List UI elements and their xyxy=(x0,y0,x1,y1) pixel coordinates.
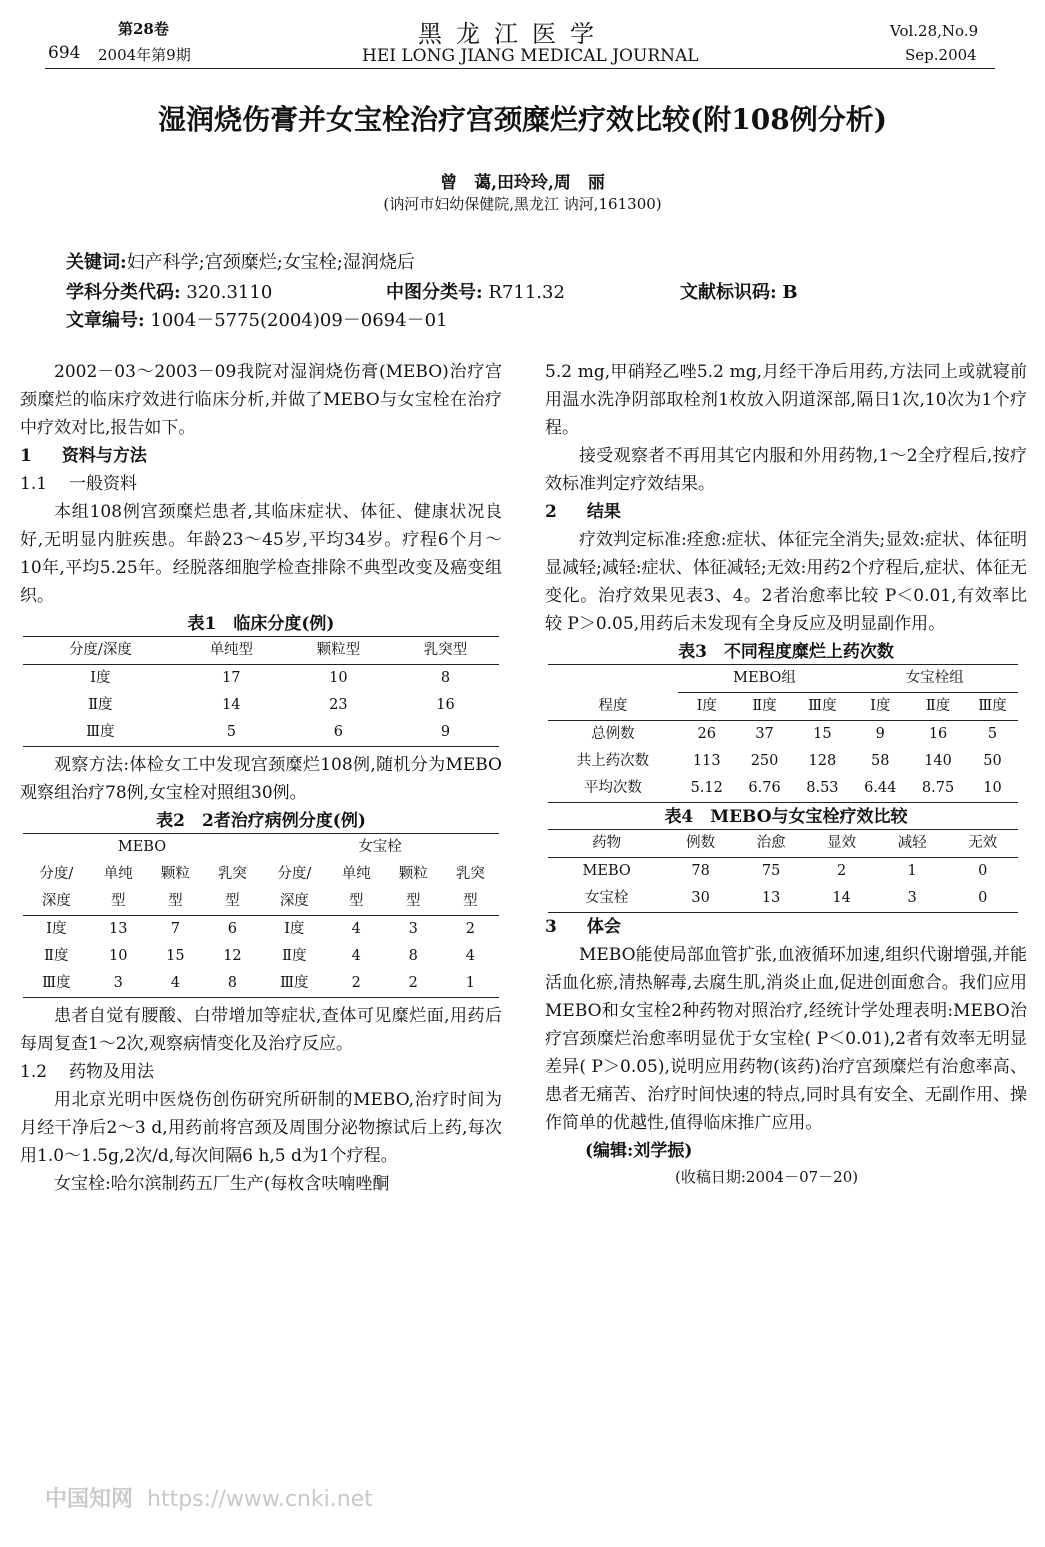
editor-note: (编辑:刘学振) xyxy=(585,1141,693,1161)
table-3 xyxy=(548,664,1018,803)
table-row: MEBO 78 75 2 1 0 xyxy=(582,863,988,879)
section-1-heading: 1 资料与方法 xyxy=(20,446,147,466)
cnki-brand: 中国知网 xyxy=(45,1487,134,1512)
section-1-2-heading: 1.2 药物及用法 xyxy=(20,1062,155,1082)
intro-paragraph: 2002－03～2003－09我院对湿润烧伤膏(MEBO)治疗宫颈糜烂的临床疗效进行临床分析,并做了MEBO与女宝栓在治疗中疗效对比,报告如下。 xyxy=(20,362,502,438)
table-cell: 乳突型 xyxy=(392,637,499,665)
doc-code-label: 文献标识码: xyxy=(680,282,777,303)
general-paragraph: 本组108例宫颈糜烂患者,其临床症状、体征、健康状况良好,无明显内脏疾患。年龄23～45岁,平均34岁。疗程6个月～10年,平均5.25年。经脱落细胞学检查排除不典型改变及癌变组织。 xyxy=(20,502,502,606)
table-row: 深度 型 型 型 深度 型 型 型 xyxy=(23,888,499,916)
table-cell: 单纯型 xyxy=(178,637,285,665)
volume-en: Vol.28,No.9 xyxy=(890,22,979,40)
table-2-group-mebo: MEBO xyxy=(117,839,167,855)
table-row: 共上药次数 113 250 128 58 140 50 xyxy=(576,753,1002,769)
continued-paragraph: 5.2 mg,甲硝羟乙唑5.2 mg,月经干净后用药,方法同上或就寝前用温水洗净阴部取栓剂1枚放入阴道深部,隔日1次,10次为1个疗程。 xyxy=(545,362,1027,438)
right-column xyxy=(545,358,1027,1189)
table-row: Ⅰ度 13 7 6 Ⅰ度 4 3 2 xyxy=(46,921,476,937)
date-en: Sep.2004 xyxy=(905,46,977,64)
table-row: 总例数 26 37 15 9 16 5 xyxy=(591,726,998,742)
journal-title-en: HEI LONG JIANG MEDICAL JOURNAL xyxy=(362,46,699,66)
table-4 xyxy=(548,829,1018,913)
article-no-label: 文章编号: xyxy=(66,310,145,331)
section-2-heading: 2 结果 xyxy=(545,502,621,522)
table-row: Ⅱ度 10 15 12 Ⅱ度 4 8 4 xyxy=(44,948,476,964)
cnki-watermark xyxy=(45,1482,373,1513)
table-1 xyxy=(23,636,499,747)
keywords-line xyxy=(66,248,415,274)
table-row: Ⅰ度 17 10 8 xyxy=(90,670,451,686)
header-rule xyxy=(45,68,995,69)
article-no-line xyxy=(66,306,447,332)
table-cell: 颗粒型 xyxy=(285,637,392,665)
page-number: 694 xyxy=(48,43,81,63)
subject-code-label: 学科分类代码: xyxy=(66,282,181,303)
doc-code-line xyxy=(680,278,798,304)
table-3-group-mebo: MEBO组 xyxy=(678,665,851,693)
mebo-paragraph: 用北京光明中医烧伤创伤研究所研制的MEBO,治疗时间为月经干净后2～3 d,用药前将宫颈及周围分泌物擦试后上药,每次用1.0～1.5g,2次/d,每次间隔6 h,5 d为1个疗程。 xyxy=(20,1090,502,1166)
table-2-group-nvbao: 女宝栓 xyxy=(358,839,402,855)
keywords: 妇产科学;宫颈糜烂;女宝栓;湿润烧后 xyxy=(126,252,415,273)
table-row: 分度/ 单纯 颗粒 乳突 分度/ 单纯 颗粒 乳突 xyxy=(39,866,485,882)
clc-line xyxy=(386,278,565,304)
journal-title-cn: 黑龙江医学 xyxy=(418,20,608,48)
result-paragraph: 疗效判定标准:痊愈:症状、体征完全消失;显效:症状、体征明显减轻;减轻:症状、体征减轻;无效:用药2个疗程后,症状、体征无变化。治疗效果见表3、4。2者治愈率比较 P＜0.01,有效率比较 P＞0.05,用药后未发现有全身反应及明显副作用。 xyxy=(545,530,1027,634)
left-column xyxy=(20,358,502,1198)
doc-code: B xyxy=(782,282,798,303)
table-2 xyxy=(23,833,499,998)
table-1-caption: 表1 临床分度(例) xyxy=(187,614,335,634)
table-2-caption: 表2 2者治疗病例分度(例) xyxy=(156,811,366,831)
accept-paragraph: 接受观察者不再用其它内服和外用药物,1～2全疗程后,按疗效标准判定疗效结果。 xyxy=(545,446,1027,494)
keywords-label: 关键词: xyxy=(66,252,127,273)
authors: 曾 蔼,田玲玲,周 丽 xyxy=(440,173,605,193)
table-row: 女宝栓 30 13 14 3 0 xyxy=(584,890,988,906)
subject-code-line xyxy=(66,278,272,304)
received-date: (收稿日期:2004－07－20) xyxy=(675,1168,859,1186)
table-cell: 分度/深度 xyxy=(23,637,178,665)
symptoms-paragraph: 患者自觉有腰酸、白带增加等症状,查体可见糜烂面,用药后每周复查1～2次,观察病情变化及治疗反应。 xyxy=(20,1006,502,1054)
clc: R711.32 xyxy=(488,282,565,303)
table-3-group-nvbao: 女宝栓组 xyxy=(851,665,1018,693)
issue-cn: 2004年第9期 xyxy=(98,46,191,64)
cnki-url: https://www.cnki.net xyxy=(147,1487,373,1512)
table-row: Ⅲ度 3 4 8 Ⅲ度 2 2 1 xyxy=(42,975,476,991)
affiliation: (讷河市妇幼保健院,黑龙江 讷河,161300) xyxy=(383,195,662,213)
table-row: 程度 Ⅰ度 Ⅱ度 Ⅲ度 Ⅰ度 Ⅱ度 Ⅲ度 xyxy=(548,693,1018,721)
discuss-paragraph: MEBO能使局部血管扩张,血液循环加速,组织代谢增强,并能活血化瘀,清热解毒,去腐生肌,消炎止血,促进创面愈合。我们应用MEBO和女宝栓2种药物对照治疗,经统计学处理表明:MEBO治疗宫颈糜烂治愈率明显优于女宝栓( P＜0.01),2者有效率无明显差异( P＞0.05),说明应用药物(该药)治疗宫颈糜烂有治愈率高、患者无痛苦、治疗时间快速的特点,同时具有安全、无副作用、操作简单的优越性,值得临床推广应用。 xyxy=(545,945,1027,1133)
subject-code: 320.3110 xyxy=(186,282,273,303)
section-1-1-heading: 1.1 一般资料 xyxy=(20,474,138,494)
section-3-heading: 3 体会 xyxy=(545,917,621,937)
volume-cn: 第28卷 xyxy=(118,20,169,38)
table-row: 药物 例数 治愈 显效 减轻 无效 xyxy=(548,830,1018,858)
article-no: 1004－5775(2004)09－0694－01 xyxy=(150,310,448,331)
table-row: Ⅲ度 5 6 9 xyxy=(86,724,451,740)
clc-label: 中图分类号: xyxy=(386,282,483,303)
table-3-caption: 表3 不同程度糜烂上药次数 xyxy=(678,642,894,662)
table-row: Ⅱ度 14 23 16 xyxy=(88,697,455,713)
table-row: 平均次数 5.12 6.76 8.53 6.44 8.75 10 xyxy=(583,780,1002,796)
nvbao-paragraph: 女宝栓:哈尔滨制药五厂生产(每枚含呋喃唑酮 xyxy=(54,1174,390,1194)
article-title: 湿润烧伤膏并女宝栓治疗宫颈糜烂疗效比较(附108例分析) xyxy=(158,103,887,136)
table-4-caption: 表4 MEBO与女宝栓疗效比较 xyxy=(664,807,908,827)
observe-paragraph: 观察方法:体检女工中发现宫颈糜烂108例,随机分为MEBO观察组治疗78例,女宝栓对照组30例。 xyxy=(20,755,502,803)
